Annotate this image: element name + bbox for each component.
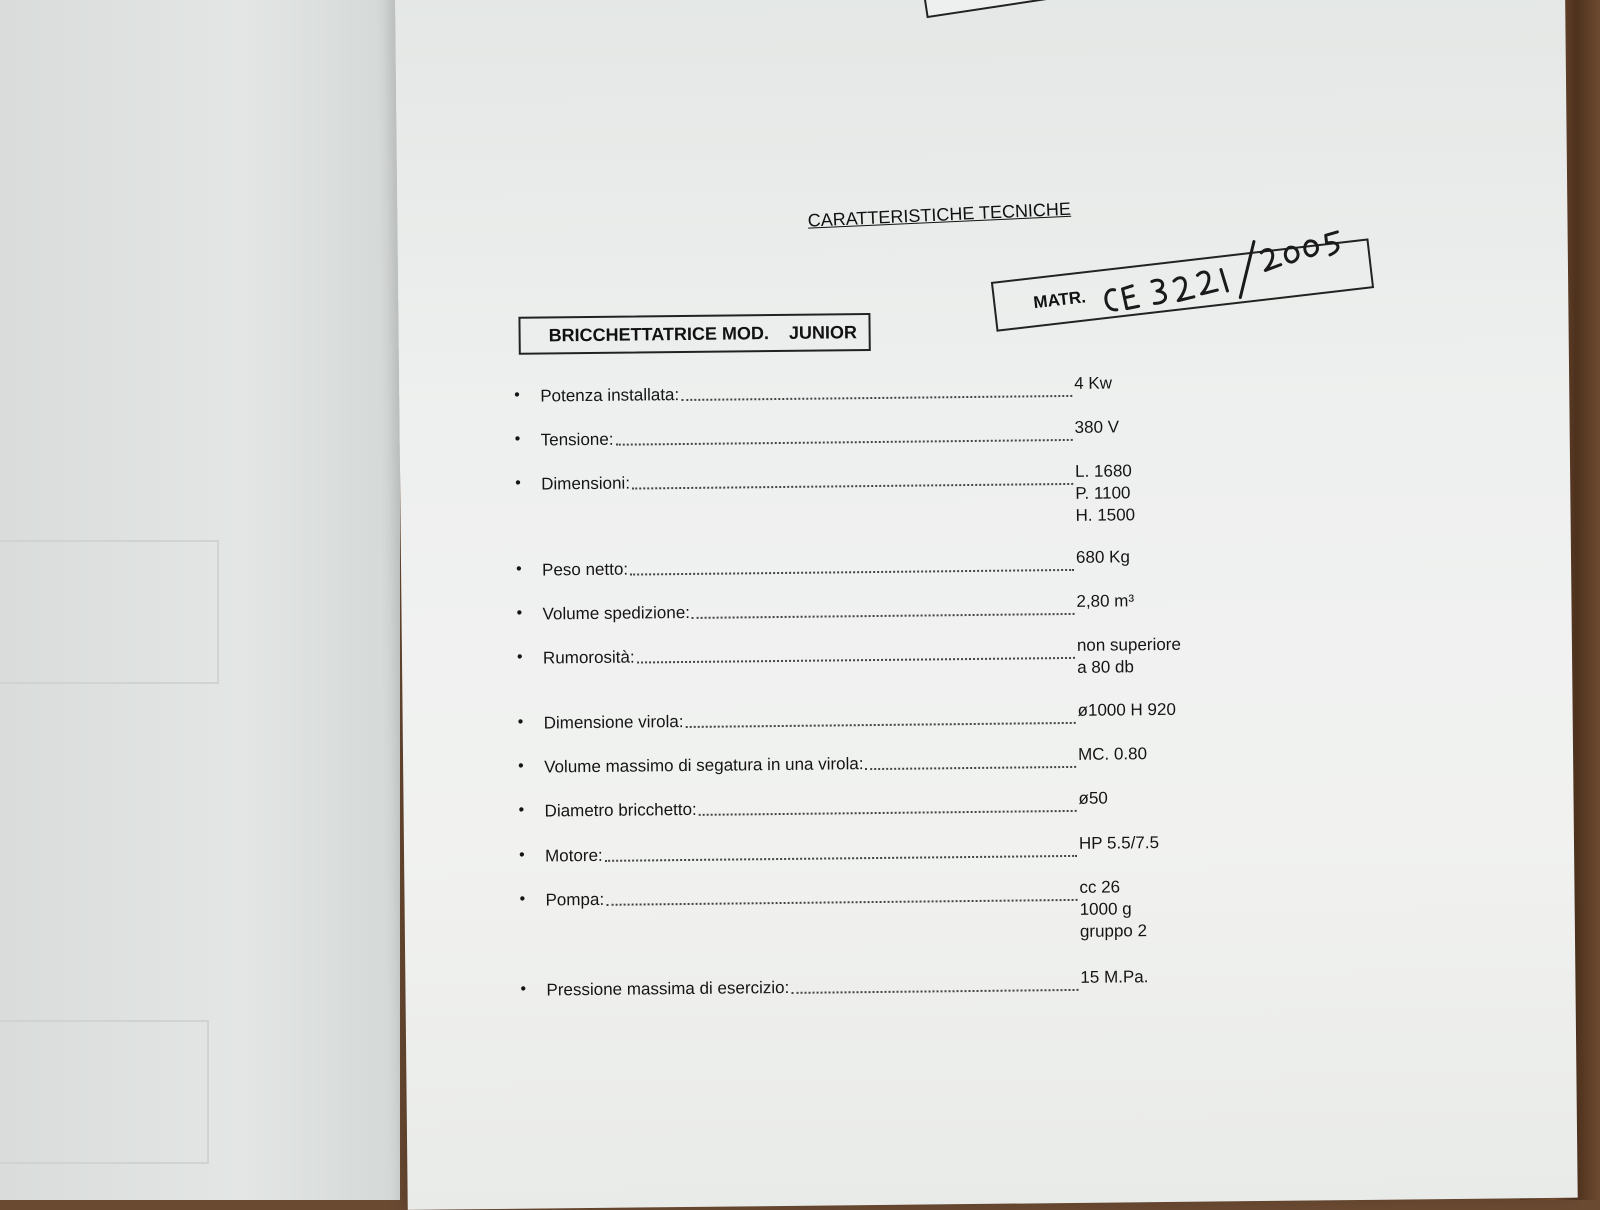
spec-value-line: H. 1500	[1075, 505, 1136, 525]
spec-label: Dimensioni:	[541, 473, 631, 494]
spec-label: Volume spedizione:	[542, 602, 691, 624]
dot-leader	[681, 395, 1072, 401]
bullet-point: •	[519, 890, 526, 908]
spec-label: Diametro bricchetto:	[544, 799, 697, 821]
spec-row	[515, 547, 1216, 580]
spec-label: Pompa:	[545, 889, 605, 910]
spec-row	[518, 788, 1219, 821]
document-page	[395, 0, 1578, 1210]
spec-row	[516, 591, 1216, 624]
spec-value-line: 15 M.Pa.	[1080, 967, 1149, 987]
spec-value-line: HP 5.5/7.5	[1078, 833, 1160, 853]
ghost-box-lower	[0, 1020, 209, 1164]
bullet-point: •	[515, 560, 522, 578]
dot-leader	[605, 855, 1077, 862]
spec-value	[1079, 832, 1159, 855]
spec-row	[520, 967, 1220, 1000]
spec-value	[1074, 373, 1112, 395]
bullet-point: •	[516, 648, 523, 666]
bullet-point: •	[516, 604, 523, 622]
spec-value-line: 1000 g	[1079, 899, 1132, 919]
dot-leader	[637, 657, 1075, 664]
spec-value	[1076, 546, 1130, 569]
dot-leader	[686, 722, 1076, 728]
spec-value	[1079, 876, 1147, 943]
spec-label: Volume massimo di segatura in una virola:	[544, 754, 864, 777]
spec-label: Tensione:	[540, 429, 614, 450]
spec-value-line: ø50	[1078, 788, 1108, 808]
dot-leader	[792, 989, 1079, 994]
ghost-box-upper	[0, 540, 219, 684]
spec-value-line: gruppo 2	[1079, 921, 1148, 941]
spec-row	[519, 877, 1219, 941]
spec-value	[1080, 966, 1148, 989]
spec-value-line: P. 1100	[1075, 483, 1131, 503]
dot-leader	[616, 439, 1073, 446]
spec-label: Potenza installata:	[540, 385, 680, 406]
spec-value-line: non superiore	[1076, 634, 1181, 655]
spec-value-line: L. 1680	[1074, 461, 1132, 481]
spec-row	[517, 699, 1218, 733]
spec-value-line: ø1000 H 920	[1077, 699, 1176, 720]
bullet-point: •	[514, 386, 520, 404]
dot-leader	[699, 810, 1077, 816]
handwritten-serial-number	[1088, 222, 1374, 324]
spec-label: Rumorosità:	[542, 647, 635, 668]
spec-value	[1078, 788, 1108, 810]
bullet-point: •	[518, 846, 525, 864]
spec-label: Motore:	[544, 845, 603, 866]
bullet-point: •	[515, 474, 521, 492]
spec-value	[1075, 460, 1135, 527]
bullet-point: •	[517, 713, 524, 731]
bullet-point: •	[514, 430, 521, 448]
spec-row	[514, 373, 1214, 406]
page-title: CARATTERISTICHE TECNICHE	[807, 198, 1072, 231]
bullet-point: •	[518, 801, 525, 819]
spec-row	[518, 744, 1218, 777]
spec-value	[1077, 699, 1176, 722]
dot-leader	[607, 899, 1078, 906]
spec-label: Pressione massima di esercizio:	[546, 977, 790, 1000]
dot-leader	[632, 483, 1073, 490]
dot-leader	[692, 613, 1075, 619]
spec-value-line: MC. 0.80	[1077, 744, 1148, 764]
spec-value-line: a 80 db	[1077, 657, 1134, 677]
spec-value	[1076, 590, 1134, 613]
model-name: BRICCHETTATRICE MOD.	[548, 323, 770, 346]
bullet-point: •	[520, 980, 527, 998]
spec-label: Peso netto:	[541, 559, 629, 580]
spec-value-line: 4 Kw	[1074, 373, 1113, 393]
spec-value	[1075, 416, 1120, 438]
model-box	[518, 313, 870, 355]
model-variant: JUNIOR	[788, 322, 858, 343]
spec-row	[514, 417, 1215, 450]
spec-value	[1077, 634, 1181, 679]
spec-label: Dimensione virola:	[543, 712, 684, 733]
spec-row	[515, 461, 1215, 525]
spec-value	[1078, 743, 1147, 766]
dot-leader	[630, 569, 1074, 576]
serial-label: MATR.	[1032, 287, 1087, 313]
bullet-point: •	[518, 757, 524, 775]
spec-row	[516, 634, 1217, 677]
spec-value-line: 680 Kg	[1075, 547, 1130, 567]
left-page-bleedthrough	[0, 0, 400, 1200]
spec-row	[518, 833, 1219, 866]
spec-value-line: 2,80 m³	[1076, 591, 1135, 611]
documentation-tab	[922, 0, 1257, 18]
serial-number-box	[991, 238, 1374, 331]
dot-leader	[865, 766, 1076, 770]
spec-value-line: cc 26	[1079, 877, 1121, 897]
spec-value-line: 380 V	[1074, 417, 1120, 437]
